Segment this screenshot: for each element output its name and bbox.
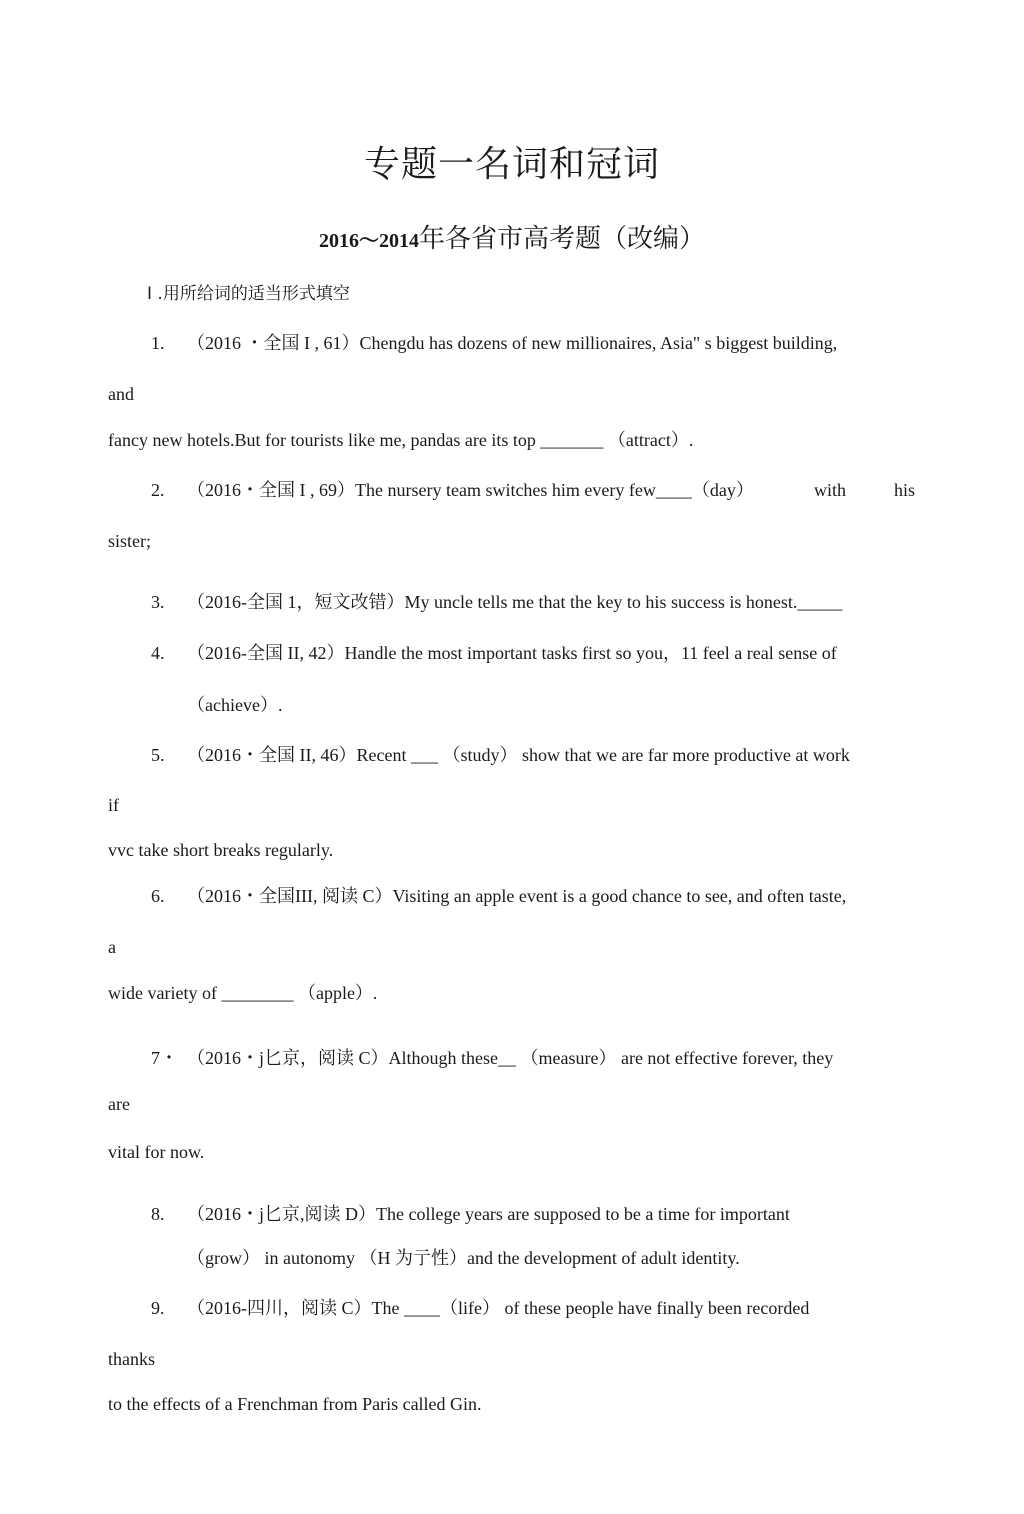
question-text: （2016 ・全国 I , 61）Chengdu has dozens of new millionaires, Asia" s biggest building, (187, 333, 838, 353)
question-number: 1. (151, 333, 165, 353)
question-text: （2016-全国 II, 42）Handle the most important tasks first so you，11 feel a real sense of (187, 643, 837, 663)
question-text: （2016・j匕京，阅读 C）Although these__ （measure） are not effective forever, they (187, 1048, 834, 1068)
question-number: 5. (151, 745, 165, 765)
question-text: （achieve）. (187, 695, 283, 715)
question-text: thanks (108, 1349, 155, 1369)
document-subtitle (0, 222, 1024, 258)
question-text: （grow） in autonomy （H 为亍性）and the development of adult identity. (187, 1248, 740, 1268)
question-number: 6. (151, 886, 165, 906)
question-text: wide variety of ________ （apple）. (108, 983, 378, 1003)
subtitle-years: 2016～2014 (318, 230, 419, 252)
question-text-part: with (813, 480, 846, 500)
question-number: 3. (151, 592, 165, 612)
question-text: and (108, 384, 134, 404)
question-text: to the effects of a Frenchman from Paris called Gin. (108, 1394, 482, 1414)
question-text: （2016-四川，阅读 C）The ____（life） of these people have finally been recorded (187, 1298, 810, 1318)
subtitle-text: 年各省市高考题（改编） (418, 224, 705, 254)
question-text: vvc take short breaks regularly. (108, 840, 334, 860)
question-number: 4. (151, 643, 165, 663)
question-text: are (108, 1094, 130, 1114)
question-text: fancy new hotels.But for tourists like me, pandas are its top _______ （attract）. (108, 430, 694, 450)
question-text: a (108, 937, 116, 957)
question-text: （2016-全国 1，短文改错）My uncle tells me that the key to his success is honest._____ (187, 592, 843, 612)
question-text: （2016・j匕京,阅读 D）The college years are supposed to be a time for important (187, 1204, 790, 1224)
question-text-part: his (893, 480, 915, 500)
section-heading: I .用所给词的适当形式填空 (147, 284, 350, 304)
question-text: （2016・全国 II, 46）Recent ___ （study） show that we are far more productive at work (187, 745, 850, 765)
question-number: 9. (151, 1298, 165, 1318)
question-text: vital for now. (108, 1142, 205, 1162)
question-text-part: （2016・全国 I , 69）The nursery team switches him every few____（day） (187, 480, 754, 500)
question-number: 7・ (151, 1048, 178, 1068)
question-text: if (108, 795, 119, 815)
question-number: 8. (151, 1204, 165, 1224)
question-text (187, 478, 915, 502)
question-text: sister; (108, 531, 151, 551)
question-text-tail (814, 478, 915, 502)
document-title: 专题一名词和冠词 (363, 144, 660, 185)
question-text: （2016・全国III, 阅读 C）Visiting an apple event is a good chance to see, and often taste, (187, 886, 847, 906)
question-number: 2. (151, 480, 165, 500)
